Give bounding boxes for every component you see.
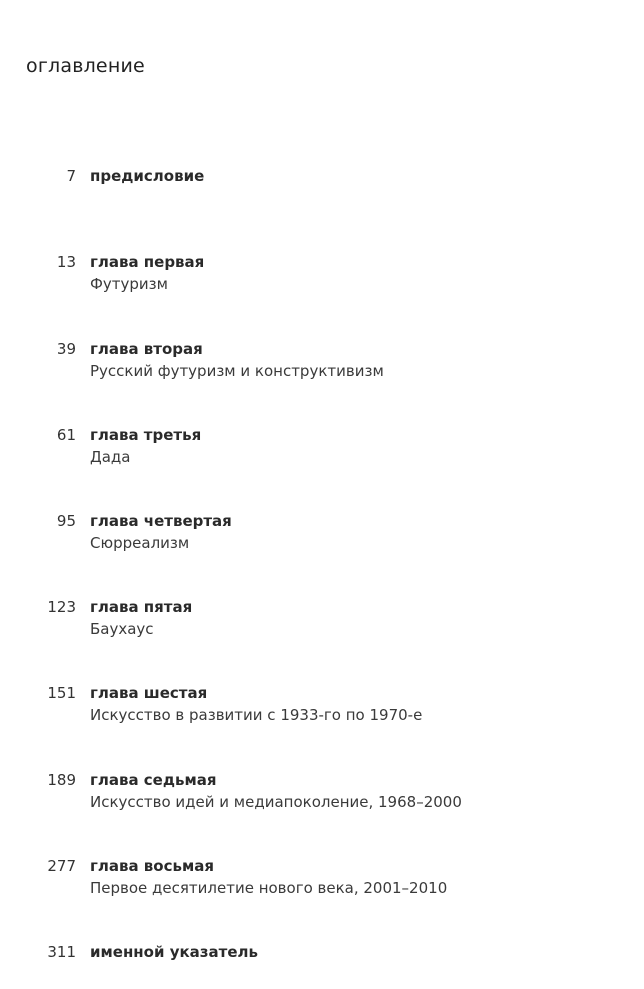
toc-heading: глава вторая — [90, 340, 203, 358]
toc-page-number: 13 — [56, 253, 76, 271]
toc-subtitle: Футуризм — [90, 275, 168, 293]
toc-subtitle: Искусство идей и медиапоколение, 1968–2000 — [90, 793, 462, 811]
toc-heading: предисловие — [90, 167, 205, 185]
toc-page-number: 7 — [66, 167, 76, 185]
toc-page-number: 311 — [47, 943, 76, 961]
toc-page-number: 95 — [56, 512, 76, 530]
toc-subtitle: Дада — [90, 448, 131, 466]
toc-heading: глава шестая — [90, 684, 208, 702]
toc-subtitle: Русский футуризм и конструктивизм — [90, 362, 384, 380]
page-title: оглавление — [26, 55, 145, 77]
toc-subtitle: Сюрреализм — [90, 534, 190, 552]
toc-heading: глава третья — [90, 426, 202, 444]
toc-page-number: 151 — [47, 684, 76, 702]
toc-page-number: 123 — [47, 598, 76, 616]
toc-subtitle: Искусство в развитии с 1933-го по 1970-е — [90, 706, 423, 724]
toc-heading: глава седьмая — [90, 771, 217, 789]
toc-heading: глава четвертая — [90, 512, 232, 530]
toc-heading: глава восьмая — [90, 857, 214, 875]
toc-heading: именной указатель — [90, 943, 258, 961]
toc-page-number: 61 — [56, 426, 76, 444]
toc-subtitle: Первое десятилетие нового века, 2001–2010 — [90, 879, 448, 897]
toc-page-number: 189 — [47, 771, 76, 789]
toc-heading: глава пятая — [90, 598, 193, 616]
toc-page-number: 277 — [47, 857, 76, 875]
toc-page-number: 39 — [56, 340, 76, 358]
toc-heading: глава первая — [90, 253, 205, 271]
toc-subtitle: Баухаус — [90, 620, 154, 638]
